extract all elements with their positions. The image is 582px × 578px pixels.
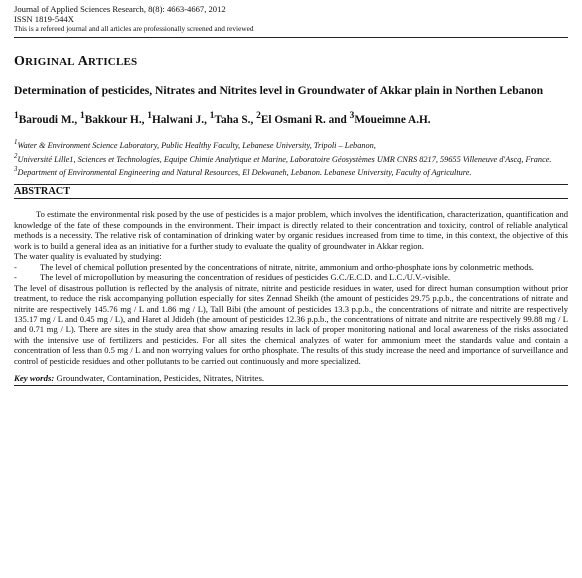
author-list (14, 112, 568, 127)
journal-issn: ISSN 1819-544X (14, 14, 74, 25)
author-5: $^2$El Osmani R. and (256, 111, 350, 127)
bullet-dash: - (14, 261, 17, 272)
header-rule (14, 37, 568, 38)
abstract-heading-box (14, 184, 568, 199)
section-label: ORIGINAL ARTICLES (14, 53, 138, 69)
abstract-bullet-1: - The level of chemical pollution presented by the concentrations of nitrate, nitrite, ammonium and ortho-phosphate ions by colonmetric methods. (14, 261, 534, 272)
abstract-heading: ABSTRACT (14, 186, 71, 198)
author-2: $^1$Bakkour H., (80, 111, 148, 127)
journal-citation: Journal of Applied Sciences Research, 8(8): 4663-4667, 2012 (14, 4, 226, 14)
footer-rule (14, 385, 568, 386)
author-4: $^1$Taha S., (209, 111, 257, 127)
abstract-paragraph-3: The level of disastrous pollution is reflected by the analysis of nitrate, nitrite and pesticide residues in water, used for direct human consumption without prior treatment, to reduce the risk accompanying pollution especially for sites Zennad Sheikh (the amount of pesticides 29.75 p.p.b., the concentrations of nitrate and nitrite are respectively 145.76 mg / L and 1.86 mg / L), Tall Bibi (the amount of pesticides 13.3 p.p.b., the concentrations of nitrate and nitrite are respectively 135.17 mg / L and 0.45 mg / L), and Haret al Jdideh (the amount of pesticides 12.36 p.p.b., the concentrations of nitrate and nitrite are respectively 99.88 mg / L and 0.71 mg / L). There are sites in the study area that show amazing results in lack of proper monitoring national and local awareness of the risks associated with the intensive use of fertilizers and pesticides. For all sites the chemical analyzes of water for ammonium meet the standards value and contain a concentration of less than 0.5 mg / L and non worrying values for ortho phosphate. The results of this study increase the need and importance of surveillance and control of pesticide residues and other pollutants to be carried out continuously and more specialized. (14, 282, 568, 366)
bullet-dash: - (14, 272, 17, 283)
affiliation-1: $^1$Water & Environment Science Laboratory, Public Healthy Faculty, Lebanese University, Tripoli – Lebanon, (14, 139, 376, 151)
keywords-text: Groundwater, Contamination, Pesticides, Nitrates, Nitrites. (54, 373, 265, 384)
journal-note: This is a refereed journal and all articles are professionally screened and reviewed (14, 24, 254, 34)
author-3: $^1$Halwani J., (147, 111, 210, 127)
author-1: $^1$Baroudi M., (14, 111, 81, 127)
journal-header (14, 4, 568, 35)
affiliation-2: $^2$Université Lille1, Sciences et Technologies, Equipe Chimie Analytique et Marine, Laboratoire Géosystèmes UMR CNRS 8217, 59655 Villeneuve d'Ascq, France. (14, 152, 552, 164)
article-title: Determination of pesticides, Nitrates and Nitrites level in Groundwater of Akkar plain in Northen Lebanon (14, 83, 544, 97)
keywords-label: Key words: (14, 373, 55, 384)
affiliation-3: $^3$Department of Environmental Engineering and Natural Resources, El Dekwaneh, Lebanon. Lebanese University, Faculty of Agriculture. (14, 166, 472, 177)
keywords (14, 373, 568, 383)
abstract-bullet-2: - The level of micropollution by measuring the concentration of residues of pesticides G.C./E.C.D. and L.C./U.V.-visible. (14, 272, 451, 283)
author-6: $^3$Moueimne A.H. (349, 111, 431, 127)
abstract-paragraph-1: To estimate the environmental risk posed by the use of pesticides is a major problem, which involves the identification, characterization, quantification and knowledge of the fate of these compounds in the environment. Their impact is directly related to their concentration and toxicity, control of reliable analytical methods is a necessity. The relative risk of contamination of drinking water by organic residues increased from time to time, in this context, the objective of this work is to build a general idea as an initiative for a further study to evaluate the quality of groundwater in Akkar region. (14, 209, 568, 251)
abstract-body (14, 209, 568, 366)
affiliations (14, 138, 568, 178)
abstract-paragraph-2: The water quality is evaluated by studying: (14, 251, 162, 262)
